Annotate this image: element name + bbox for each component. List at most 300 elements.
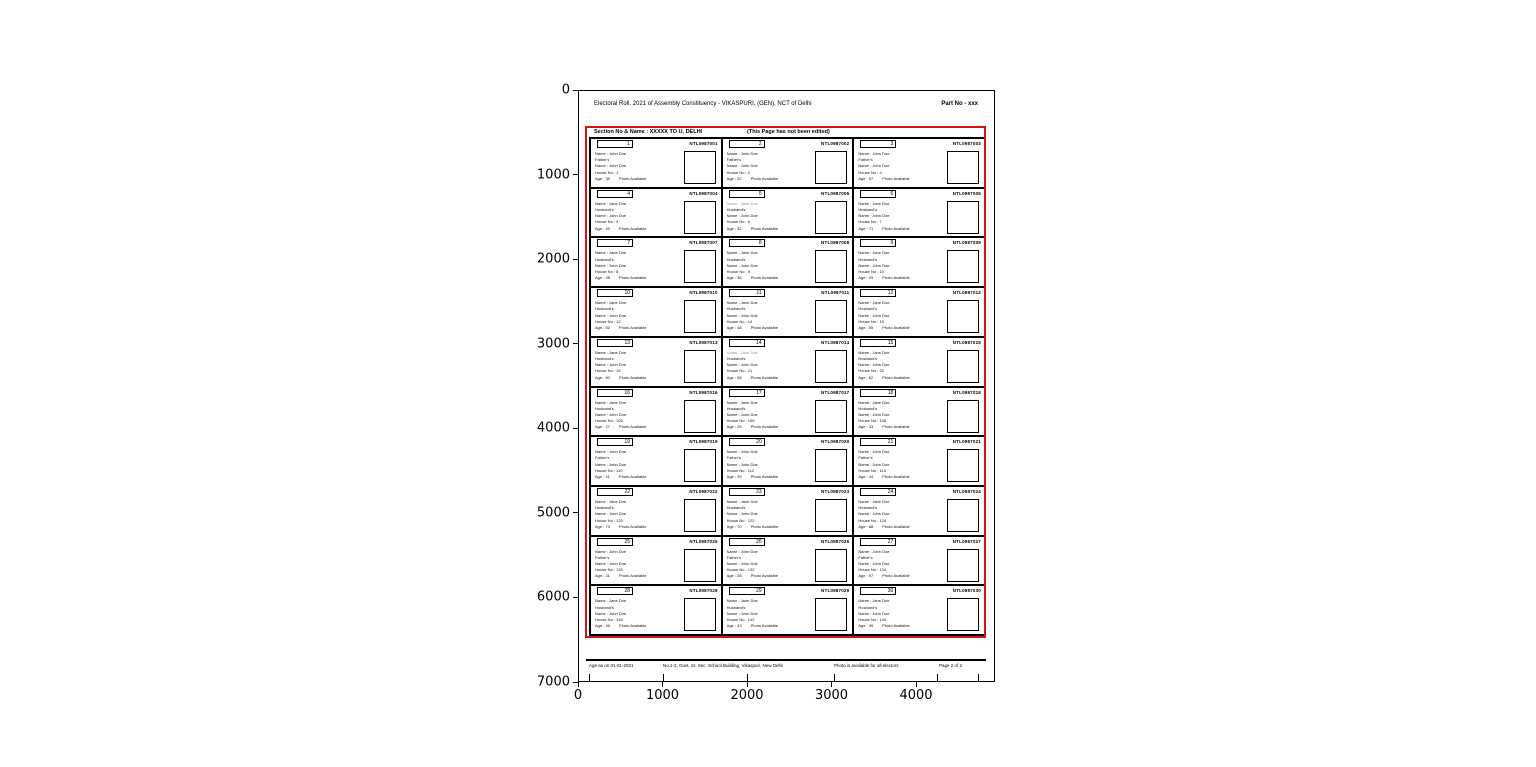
house-number-line: House No : 2	[726, 169, 751, 175]
house-number-line: House No : 112	[726, 467, 755, 473]
photo-box	[815, 400, 847, 433]
house-number-line: House No : 105	[595, 418, 623, 424]
serial-number-box	[860, 339, 896, 347]
photo-note: Photo Available	[618, 225, 647, 231]
serial-number-box	[597, 488, 633, 496]
serial-number: 28	[624, 588, 630, 595]
relation-label-line: Father's	[595, 554, 610, 560]
photo-note: Photo Available	[882, 573, 910, 579]
serial-number-box	[729, 389, 765, 397]
age-text: Age : 68	[858, 523, 874, 529]
photo-note: Photo Available	[618, 275, 647, 281]
section-header: Section No & Name : XXXXX TO U, DELHI	[594, 128, 703, 135]
epic-number: NTL0987010	[689, 290, 718, 296]
age-photo-line	[595, 226, 681, 232]
voter-card	[854, 338, 984, 386]
serial-number: 30	[887, 588, 894, 595]
voter-details	[727, 400, 813, 431]
epic-number: NTL0987022	[689, 488, 718, 494]
x-axis-tick	[662, 682, 663, 687]
voter-name-line: Name : Jane Doe	[858, 498, 890, 504]
voter-card	[591, 189, 721, 237]
serial-number-box	[860, 289, 896, 297]
photo-box	[684, 449, 716, 482]
relation-label-line: Husband's	[595, 306, 614, 312]
serial-number-box	[597, 190, 633, 198]
age-text: Age : 58	[726, 374, 742, 380]
photo-box	[684, 400, 716, 433]
photo-box	[684, 499, 716, 532]
age-text: Age : 32	[726, 175, 742, 181]
photo-box	[684, 300, 716, 333]
epic-number: NTL0987018	[952, 389, 981, 395]
house-number-line: House No : 115	[858, 467, 886, 473]
serial-number: 7	[627, 240, 630, 247]
age-text: Age : 55	[858, 324, 874, 330]
relation-name-line: Name : John Doe	[858, 362, 890, 368]
epic-number: NTL0987027	[952, 538, 981, 544]
house-number-line: House No : 5	[595, 219, 619, 225]
relation-label-line: Husband's	[726, 356, 746, 361]
relation-label-line: Husband's	[726, 405, 746, 411]
photo-note: Photo Available	[882, 324, 910, 330]
serial-number-box	[729, 289, 765, 297]
age-photo-line	[727, 176, 813, 182]
serial-number: 13	[624, 339, 630, 346]
age-photo-line	[727, 474, 813, 480]
relation-label-line: Husband's	[858, 206, 878, 212]
relation-name-line: Name : John Doe	[726, 262, 758, 268]
serial-number: 2	[758, 141, 762, 147]
relation-name-line: Name : John Doe	[595, 610, 627, 616]
epic-number: NTL0987002	[821, 141, 850, 146]
voter-name-line: Name : John Doe	[595, 151, 627, 156]
serial-number: 1	[627, 141, 630, 147]
photo-note: Photo Available	[750, 324, 779, 330]
epic-number: NTL0987004	[689, 190, 718, 196]
photo-box	[947, 151, 979, 184]
house-number-line: House No : 8	[595, 269, 619, 274]
voter-name-line: Name : John Doe	[858, 449, 890, 455]
photo-box	[684, 350, 716, 383]
y-axis-tick-label: 2000	[536, 251, 570, 267]
voter-name-line: Name : John Doe	[726, 548, 758, 554]
footer-page-number: Page 2 of 2	[939, 663, 963, 668]
serial-number: 21	[887, 439, 894, 446]
house-number-line: House No : 108	[858, 418, 887, 424]
voter-card	[591, 437, 721, 485]
voter-details	[858, 250, 944, 281]
age-text: Age : 29	[858, 275, 874, 281]
serial-number: 10	[624, 290, 630, 297]
epic-number: NTL0987021	[952, 439, 981, 445]
epic-number: NTL0987023	[821, 488, 850, 494]
photo-note: Photo Available	[750, 623, 779, 629]
serial-number-box	[597, 239, 633, 247]
relation-name-line: Name : John Doe	[726, 163, 758, 169]
x-axis-tick	[747, 682, 748, 687]
voter-card	[723, 586, 853, 634]
voter-details	[595, 549, 681, 580]
photo-box	[947, 449, 979, 482]
relation-name-line: Name : John Doe	[726, 411, 758, 417]
age-photo-line	[858, 226, 944, 232]
voter-name-line: Name : John Doe	[595, 449, 627, 455]
x-axis-tick-label: 3000	[814, 688, 849, 703]
voter-name-line: Name : Jane Doe	[858, 598, 890, 604]
serial-number: 8	[758, 240, 762, 247]
relation-label-line: Father's	[858, 455, 873, 461]
serial-number-box	[860, 587, 896, 595]
relation-label-line: Husband's	[726, 505, 746, 511]
voter-name-line: Name : Jane Doe	[726, 349, 758, 355]
epic-number: NTL0987019	[689, 439, 718, 445]
x-axis-tick-label: 2000	[730, 688, 764, 703]
age-photo-line	[595, 573, 681, 579]
photo-box	[684, 201, 716, 234]
serial-number-box	[729, 239, 765, 247]
voter-details	[595, 250, 681, 281]
age-photo-line	[858, 623, 944, 629]
x-axis-tick-label: 4000	[899, 688, 933, 703]
serial-number-box	[860, 239, 896, 247]
voter-card	[854, 537, 984, 585]
age-photo-line	[858, 275, 944, 281]
photo-note: Photo Available	[882, 275, 910, 281]
serial-number-box	[729, 587, 765, 595]
voter-card	[591, 487, 721, 535]
epic-number: NTL0987030	[952, 588, 981, 594]
house-number-line: House No : 144	[858, 616, 887, 622]
house-number-line: House No : 140	[595, 616, 623, 622]
photo-note: Photo Available	[618, 623, 647, 629]
photo-box	[684, 549, 716, 582]
epic-number: NTL0987024	[952, 488, 981, 494]
house-number-line: House No : 21	[726, 368, 753, 374]
age-photo-line	[727, 226, 813, 232]
house-number-line: House No : 14	[726, 318, 753, 324]
age-photo-line	[727, 375, 813, 381]
serial-number: 6	[890, 190, 894, 197]
voter-card	[723, 139, 853, 187]
relation-name-line: Name : John Doe	[726, 610, 758, 616]
part-number: Part No - xxx	[941, 101, 978, 107]
voter-details	[727, 449, 813, 480]
voter-details	[595, 201, 681, 232]
age-photo-line	[595, 424, 681, 430]
age-text: Age : 27	[595, 424, 610, 430]
relation-label-line: Husband's	[595, 505, 614, 511]
voter-details	[595, 300, 681, 331]
house-number-line: House No : 1	[595, 169, 619, 175]
voter-name-line: Name : John Doe	[726, 449, 758, 455]
voter-card	[723, 437, 853, 485]
voter-details	[727, 598, 813, 629]
relation-name-line: Name : John Doe	[595, 461, 627, 467]
photo-box	[815, 598, 847, 631]
footer-photo-note: Photo is available for all electors	[834, 663, 899, 668]
photo-note: Photo Available	[618, 324, 647, 330]
voter-name-line: Name : Jane Doe	[595, 498, 627, 504]
age-text: Age : 42	[726, 225, 742, 231]
relation-label-line: Father's	[726, 554, 741, 560]
voter-name-line: Name : Jane Doe	[726, 598, 758, 604]
footer-column-divider	[589, 674, 590, 682]
serial-number: 12	[887, 290, 894, 297]
serial-number: 3	[890, 141, 894, 147]
voter-details	[858, 151, 944, 182]
edited-note: (This Page has not been edited)	[747, 128, 830, 135]
voter-details	[727, 300, 813, 331]
photo-note: Photo Available	[750, 573, 779, 579]
relation-name-line: Name : John Doe	[726, 312, 758, 318]
relation-name-line: Name : John Doe	[726, 213, 758, 219]
epic-number: NTL0987011	[821, 290, 850, 296]
serial-number: 9	[890, 240, 894, 247]
footer-divider	[586, 659, 986, 661]
house-number-line: House No : 12	[595, 318, 621, 324]
age-text: Age : 48	[726, 324, 742, 330]
serial-number-box	[729, 190, 765, 198]
epic-number: NTL0987003	[952, 141, 981, 146]
photo-note: Photo Available	[882, 523, 910, 529]
relation-name-line: Name : John Doe	[595, 213, 627, 219]
photo-note: Photo Available	[750, 374, 779, 380]
relation-name-line: Name : John Doe	[858, 163, 890, 169]
voter-card	[723, 189, 853, 237]
serial-number: 4	[627, 190, 630, 197]
house-number-line: House No : 124	[858, 517, 887, 523]
house-number-line: House No : 110	[595, 467, 623, 473]
house-number-line: House No : 22	[858, 368, 884, 374]
voter-card	[591, 288, 721, 336]
epic-number: NTL0987025	[689, 538, 718, 544]
serial-number: 24	[887, 488, 894, 495]
voter-name-line: Name : Jane Doe	[726, 250, 758, 256]
age-photo-line	[595, 275, 681, 281]
age-text: Age : 49	[858, 623, 874, 629]
photo-box	[947, 598, 979, 631]
relation-name-line: Name : John Doe	[595, 561, 627, 566]
photo-note: Photo Available	[750, 424, 779, 430]
photo-box	[947, 350, 979, 383]
relation-name-line: Name : John Doe	[595, 511, 627, 517]
relation-label-line: Husband's	[858, 306, 878, 312]
voter-card	[854, 139, 984, 187]
voter-details	[595, 449, 681, 480]
voter-details	[595, 598, 681, 629]
photo-note: Photo Available	[882, 225, 910, 231]
voter-card	[723, 487, 853, 535]
voter-name-line: Name : Jane Doe	[726, 399, 758, 405]
voter-table	[589, 137, 986, 636]
serial-number: 16	[624, 389, 630, 396]
relation-label-line: Husband's	[595, 405, 614, 411]
age-text: Age : 31	[595, 573, 610, 579]
serial-number-box	[597, 538, 633, 546]
voter-details	[595, 151, 681, 182]
age-photo-line	[858, 573, 944, 579]
age-text: Age : 39	[726, 474, 742, 479]
photo-box	[815, 250, 847, 283]
serial-number-box	[597, 438, 633, 446]
voter-details	[858, 400, 944, 431]
serial-number: 18	[887, 389, 894, 396]
voter-card	[591, 537, 721, 585]
relation-name-line: Name : John Doe	[726, 561, 758, 566]
age-text: Age : 60	[595, 374, 610, 380]
epic-number: NTL0987016	[689, 389, 718, 395]
epic-number: NTL0987005	[821, 190, 850, 196]
voter-details	[858, 449, 944, 480]
relation-name-line: Name : John Doe	[595, 163, 627, 169]
serial-number: 23	[756, 488, 762, 495]
x-axis-tick	[916, 682, 917, 687]
house-number-line: House No : 134	[858, 567, 887, 573]
photo-box	[815, 549, 847, 582]
relation-name-line: Name : John Doe	[595, 312, 627, 318]
epic-number: NTL0987001	[689, 141, 718, 146]
photo-note: Photo Available	[882, 623, 910, 629]
epic-number: NTL0987028	[689, 588, 718, 594]
photo-box	[684, 250, 716, 283]
x-axis-tick	[831, 682, 832, 687]
serial-number-box	[860, 190, 896, 198]
relation-name-line: Name : John Doe	[726, 511, 758, 517]
house-number-line: House No : 7	[858, 219, 882, 225]
photo-box	[815, 300, 847, 333]
relation-label-line: Husband's	[858, 256, 878, 262]
relation-label-line: Husband's	[595, 604, 614, 610]
age-photo-line	[595, 176, 681, 182]
plot-area	[578, 90, 995, 682]
photo-note: Photo Available	[750, 275, 779, 281]
photo-box	[947, 400, 979, 433]
x-axis-tick-label: 0	[573, 688, 583, 703]
footer-column-divider	[834, 674, 835, 682]
relation-name-line: Name : John Doe	[858, 312, 890, 318]
voter-details	[858, 350, 944, 381]
age-text: Age : 43	[726, 623, 742, 629]
relation-name-line: Name : John Doe	[858, 561, 890, 566]
relation-label-line: Husband's	[726, 206, 746, 212]
voter-name-line: Name : John Doe	[726, 151, 758, 156]
relation-label-line: Husband's	[595, 256, 614, 262]
voter-card	[854, 238, 984, 286]
serial-number-box	[860, 488, 896, 496]
epic-number: NTL0987014	[821, 339, 850, 345]
age-text: Age : 35	[595, 175, 610, 181]
photo-box	[947, 549, 979, 582]
footer-polling-station: No.1-2, Govt. Sr. Sec. School Building, Vikaspuri, New Delhi	[663, 663, 783, 668]
age-text: Age : 28	[726, 573, 742, 579]
y-axis-tick-label: 7000	[536, 674, 570, 690]
relation-name-line: Name : John Doe	[595, 411, 627, 417]
y-axis-tick-label: 6000	[536, 589, 570, 605]
voter-name-line: Name : Jane Doe	[595, 399, 627, 405]
epic-number: NTL0987007	[689, 240, 718, 246]
epic-number: NTL0987009	[952, 240, 981, 246]
voter-card	[854, 487, 984, 535]
voter-name-line: Name : Jane Doe	[858, 349, 890, 355]
voter-details	[858, 549, 944, 580]
relation-label-line: Father's	[595, 455, 610, 461]
photo-box	[815, 350, 847, 383]
voter-name-line: Name : John Doe	[595, 548, 627, 554]
voter-details	[595, 400, 681, 431]
age-photo-line	[858, 474, 944, 480]
house-number-line: House No : 16	[595, 368, 621, 374]
serial-number-box	[729, 488, 765, 496]
photo-note: Photo Available	[618, 523, 647, 529]
voter-details	[727, 201, 813, 232]
age-text: Age : 67	[858, 175, 874, 181]
age-photo-line	[727, 325, 813, 331]
serial-number: 26	[756, 538, 762, 545]
photo-note: Photo Available	[618, 474, 647, 479]
voter-card	[854, 586, 984, 634]
photo-note: Photo Available	[750, 225, 779, 231]
relation-label-line: Father's	[595, 157, 610, 163]
serial-number-box	[860, 389, 896, 397]
serial-number: 19	[624, 439, 630, 446]
serial-number: 5	[758, 190, 762, 197]
serial-number: 25	[624, 538, 630, 545]
serial-number-box	[860, 538, 896, 546]
voter-details	[727, 549, 813, 580]
house-number-line: House No : 132	[726, 567, 755, 573]
voter-card	[591, 338, 721, 386]
age-text: Age : 73	[595, 523, 610, 529]
serial-number-box	[729, 538, 765, 546]
photo-note: Photo Available	[750, 523, 779, 529]
voter-details	[858, 499, 944, 530]
photo-note: Photo Available	[618, 573, 647, 579]
epic-number: NTL0987029	[821, 588, 850, 594]
age-photo-line	[727, 275, 813, 281]
photo-box	[947, 300, 979, 333]
voter-card	[723, 388, 853, 436]
serial-number: 22	[624, 488, 630, 495]
photo-note: Photo Available	[618, 175, 647, 181]
relation-name-line: Name : John Doe	[858, 411, 890, 417]
relation-label-line: Husband's	[595, 356, 614, 361]
house-number-line: House No : 130	[595, 567, 623, 573]
age-photo-line	[858, 524, 944, 530]
age-text: Age : 38	[595, 275, 610, 281]
voter-name-line: Name : Jane Doe	[858, 300, 890, 306]
voter-name-line: Name : Jane Doe	[858, 250, 890, 256]
age-photo-line	[595, 375, 681, 381]
voter-name-line: Name : Jane Doe	[726, 498, 758, 504]
serial-number: 29	[756, 588, 762, 595]
serial-number-box	[729, 140, 765, 148]
relation-label-line: Husband's	[726, 604, 746, 610]
serial-number: 20	[756, 439, 762, 446]
photo-box	[815, 499, 847, 532]
serial-number-box	[597, 339, 633, 347]
house-number-line: House No : 6	[726, 219, 751, 225]
photo-box	[815, 201, 847, 234]
photo-box	[947, 499, 979, 532]
house-number-line: House No : 106	[726, 418, 755, 424]
relation-name-line: Name : John Doe	[595, 262, 627, 268]
voter-card	[723, 338, 853, 386]
age-photo-line	[858, 375, 944, 381]
relation-label-line: Father's	[726, 455, 741, 461]
house-number-line: House No : 122	[726, 517, 755, 523]
age-text: Age : 71	[858, 225, 874, 231]
